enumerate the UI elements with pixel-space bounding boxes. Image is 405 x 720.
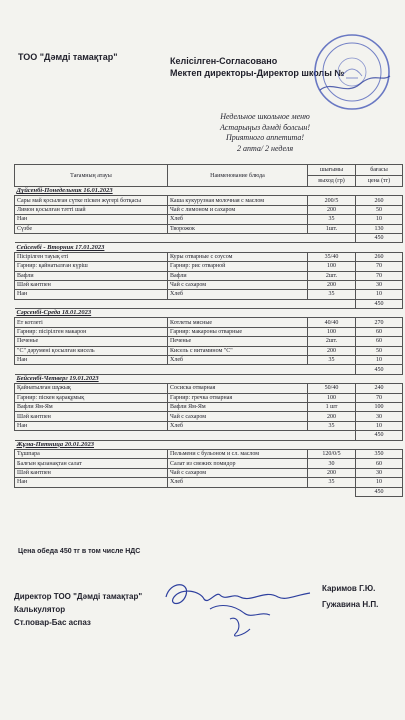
header-kz: Тағамның атауы (15, 165, 168, 187)
table-row (15, 468, 403, 477)
dish-price: 50 (356, 205, 403, 214)
dish-ru: Котлеты мясные (168, 318, 308, 327)
dish-output: 200 (308, 205, 356, 214)
dish-price: 10 (356, 290, 403, 299)
dish-kz: Нан (15, 290, 168, 299)
cook-label: Ст.повар-Бас аспаз (14, 618, 91, 627)
table-row (15, 215, 403, 224)
header-price-top: бағасы (356, 165, 403, 176)
company-name: ТОО "Дәмді тамақтар" (18, 52, 118, 62)
total-spacer (15, 299, 356, 308)
dish-ru: Хлеб (168, 421, 308, 430)
dish-price: 100 (356, 402, 403, 411)
table-row (15, 402, 403, 411)
dish-ru: Вафли Ям-Ям (168, 402, 308, 411)
dish-ru: Хлеб (168, 356, 308, 365)
dish-price: 270 (356, 318, 403, 327)
dish-kz: Сары май қосылған сүтке піскен жүгері ботқасы (15, 196, 168, 205)
table-row (15, 384, 403, 393)
dish-kz: Қайнатылған шұжық (15, 384, 168, 393)
signature-icon (160, 575, 320, 645)
dish-output: 30 (308, 459, 356, 468)
table-row (15, 196, 403, 205)
dish-output: 40/40 (308, 318, 356, 327)
dish-ru: Гарнир: макароны отварные (168, 327, 308, 336)
dish-kz: Шәй кантпен (15, 412, 168, 421)
title-week: 2 апта/ 2 неделя (236, 143, 294, 153)
day-total: 450 (356, 299, 403, 308)
table-row (15, 262, 403, 271)
dish-ru: Печенье (168, 337, 308, 346)
header-ru: Наименование блюда (168, 165, 308, 187)
title-ru-wish: Приятного аппетита! (225, 133, 305, 142)
day-heading-row (15, 374, 403, 383)
dish-ru: Сосиска отварная (168, 384, 308, 393)
day-heading-row (15, 440, 403, 449)
dish-output: 2шт. (308, 271, 356, 280)
dish-output: 200/5 (308, 196, 356, 205)
table-row (15, 421, 403, 430)
day-heading: Дүйсенбі-Понедельник 16.01.2023 (15, 187, 403, 196)
dish-kz: Печенье (15, 337, 168, 346)
dish-ru: Хлеб (168, 215, 308, 224)
day-total-row (15, 365, 403, 374)
table-row (15, 280, 403, 289)
director-name: Каримов Г.Ю. (322, 584, 376, 593)
dish-ru: Чай с сахаром (168, 468, 308, 477)
dish-ru: Творожок (168, 224, 308, 233)
dish-ru: Чай с сахаром (168, 412, 308, 421)
dish-price: 50 (356, 346, 403, 355)
dish-output: 200 (308, 468, 356, 477)
total-spacer (15, 487, 356, 496)
dish-price: 60 (356, 337, 403, 346)
table-row (15, 356, 403, 365)
calculator-name: Гужавина Н.П. (322, 600, 379, 609)
total-spacer (15, 431, 356, 440)
day-total: 450 (356, 365, 403, 374)
dish-price: 30 (356, 468, 403, 477)
dish-output: 1 шт (308, 402, 356, 411)
table-row (15, 337, 403, 346)
header-output-top: шығымы (308, 165, 356, 176)
dish-price: 70 (356, 393, 403, 402)
school-stamp-icon (312, 32, 392, 112)
dish-kz: Нан (15, 478, 168, 487)
table-header-row (15, 165, 403, 176)
dish-output: 50/40 (308, 384, 356, 393)
table-row (15, 290, 403, 299)
header-output-bottom: выход (гр) (308, 176, 356, 187)
dish-price: 350 (356, 449, 403, 458)
dish-ru: Вафли (168, 271, 308, 280)
menu-body (15, 187, 403, 497)
day-total-row (15, 431, 403, 440)
dish-price: 10 (356, 356, 403, 365)
dish-kz: Шәй кантпен (15, 468, 168, 477)
dish-price: 240 (356, 384, 403, 393)
dish-ru: Гарнир: рис отварной (168, 262, 308, 271)
dish-output: 200 (308, 412, 356, 421)
table-row (15, 449, 403, 458)
approval-line-1: Келісілген-Согласовано (170, 56, 278, 66)
total-spacer (15, 365, 356, 374)
day-total: 450 (356, 233, 403, 242)
dish-price: 130 (356, 224, 403, 233)
table-row (15, 252, 403, 261)
director-label: Директор ТОО "Дәмді тамақтар" (14, 592, 143, 601)
dish-ru: Хлеб (168, 478, 308, 487)
dish-kz: Гарнир: қайнатылған күріш (15, 262, 168, 271)
dish-output: 35 (308, 421, 356, 430)
table-row (15, 327, 403, 336)
dish-output: 1шт. (308, 224, 356, 233)
dish-kz: Нан (15, 421, 168, 430)
approval-line-2: Мектеп директоры-Директор школы № (170, 68, 345, 78)
dish-output: 35 (308, 215, 356, 224)
dish-price: 30 (356, 412, 403, 421)
dish-kz: Лимон қосылған тәтті шай (15, 205, 168, 214)
dish-kz: Гарнир: піскен қарақұмық (15, 393, 168, 402)
dish-output: 200 (308, 346, 356, 355)
price-note: Цена обеда 450 тг в том числе НДС (18, 548, 141, 555)
dish-ru: Каша кукурузная молочная с маслом (168, 196, 308, 205)
dish-price: 260 (356, 196, 403, 205)
dish-ru: Хлеб (168, 290, 308, 299)
dish-price: 260 (356, 252, 403, 261)
day-total-row (15, 299, 403, 308)
menu-table (14, 164, 403, 497)
table-row (15, 318, 403, 327)
day-heading: Сәрсенбі-Среда 18.01.2023 (15, 309, 403, 318)
day-heading: Сейсенбі - Вторник 17.01.2023 (15, 243, 403, 252)
day-heading-row (15, 187, 403, 196)
dish-price: 60 (356, 459, 403, 468)
dish-kz: Шәй кантпен (15, 280, 168, 289)
dish-ru: Кисель с витамином "С" (168, 346, 308, 355)
day-heading-row (15, 243, 403, 252)
table-row (15, 224, 403, 233)
dish-kz: "С" дәрумені қосылған кисель (15, 346, 168, 355)
dish-output: 100 (308, 262, 356, 271)
dish-price: 70 (356, 271, 403, 280)
table-row (15, 393, 403, 402)
dish-kz: Сүзбе (15, 224, 168, 233)
total-spacer (15, 233, 356, 242)
dish-output: 35 (308, 478, 356, 487)
dish-price: 10 (356, 421, 403, 430)
dish-kz: Нан (15, 215, 168, 224)
dish-ru: Чай с лимоном и сахаром (168, 205, 308, 214)
dish-kz: Ет котлеті (15, 318, 168, 327)
dish-output: 120/0/5 (308, 449, 356, 458)
table-row (15, 412, 403, 421)
dish-kz: Гарнир: пісірілген макарон (15, 327, 168, 336)
dish-kz: Нан (15, 356, 168, 365)
dish-price: 70 (356, 262, 403, 271)
calculator-label: Калькулятор (14, 605, 66, 614)
dish-ru: Чай с сахаром (168, 280, 308, 289)
table-row (15, 205, 403, 214)
day-total-row (15, 233, 403, 242)
dish-ru: Салат из свежих помидор (168, 459, 308, 468)
dish-price: 10 (356, 478, 403, 487)
table-row (15, 271, 403, 280)
day-total-row (15, 487, 403, 496)
menu-titles (170, 112, 360, 154)
day-heading-row (15, 309, 403, 318)
table-row (15, 346, 403, 355)
dish-output: 2шт. (308, 337, 356, 346)
dish-ru: Гарнир: гречка отварная (168, 393, 308, 402)
dish-ru: Пельмени с бульоном и сл. маслом (168, 449, 308, 458)
dish-output: 200 (308, 280, 356, 289)
day-heading: Бейсенбі-Четверг 19.01.2023 (15, 374, 403, 383)
day-heading: Жұма-Пятница 20.01.2023 (15, 440, 403, 449)
header-price-bottom: цена (тг) (356, 176, 403, 187)
dish-kz: Пісірілген тауық еті (15, 252, 168, 261)
title-weekly-menu: Недельное школьное меню (220, 112, 310, 121)
dish-output: 100 (308, 393, 356, 402)
title-kz-wish: Астарыңыз дәмді болсын! (220, 122, 310, 132)
dish-kz: Вафли Ям-Ям (15, 402, 168, 411)
table-row (15, 478, 403, 487)
dish-price: 10 (356, 215, 403, 224)
dish-price: 30 (356, 280, 403, 289)
dish-kz: Тұшпара (15, 449, 168, 458)
dish-output: 100 (308, 327, 356, 336)
dish-kz: Вафли (15, 271, 168, 280)
dish-price: 60 (356, 327, 403, 336)
dish-output: 35 (308, 290, 356, 299)
dish-kz: Балғын қызанақтан салат (15, 459, 168, 468)
day-total: 450 (356, 431, 403, 440)
dish-output: 35/40 (308, 252, 356, 261)
day-total: 450 (356, 487, 403, 496)
dish-ru: Куры отварные с соусом (168, 252, 308, 261)
dish-output: 35 (308, 356, 356, 365)
table-row (15, 459, 403, 468)
